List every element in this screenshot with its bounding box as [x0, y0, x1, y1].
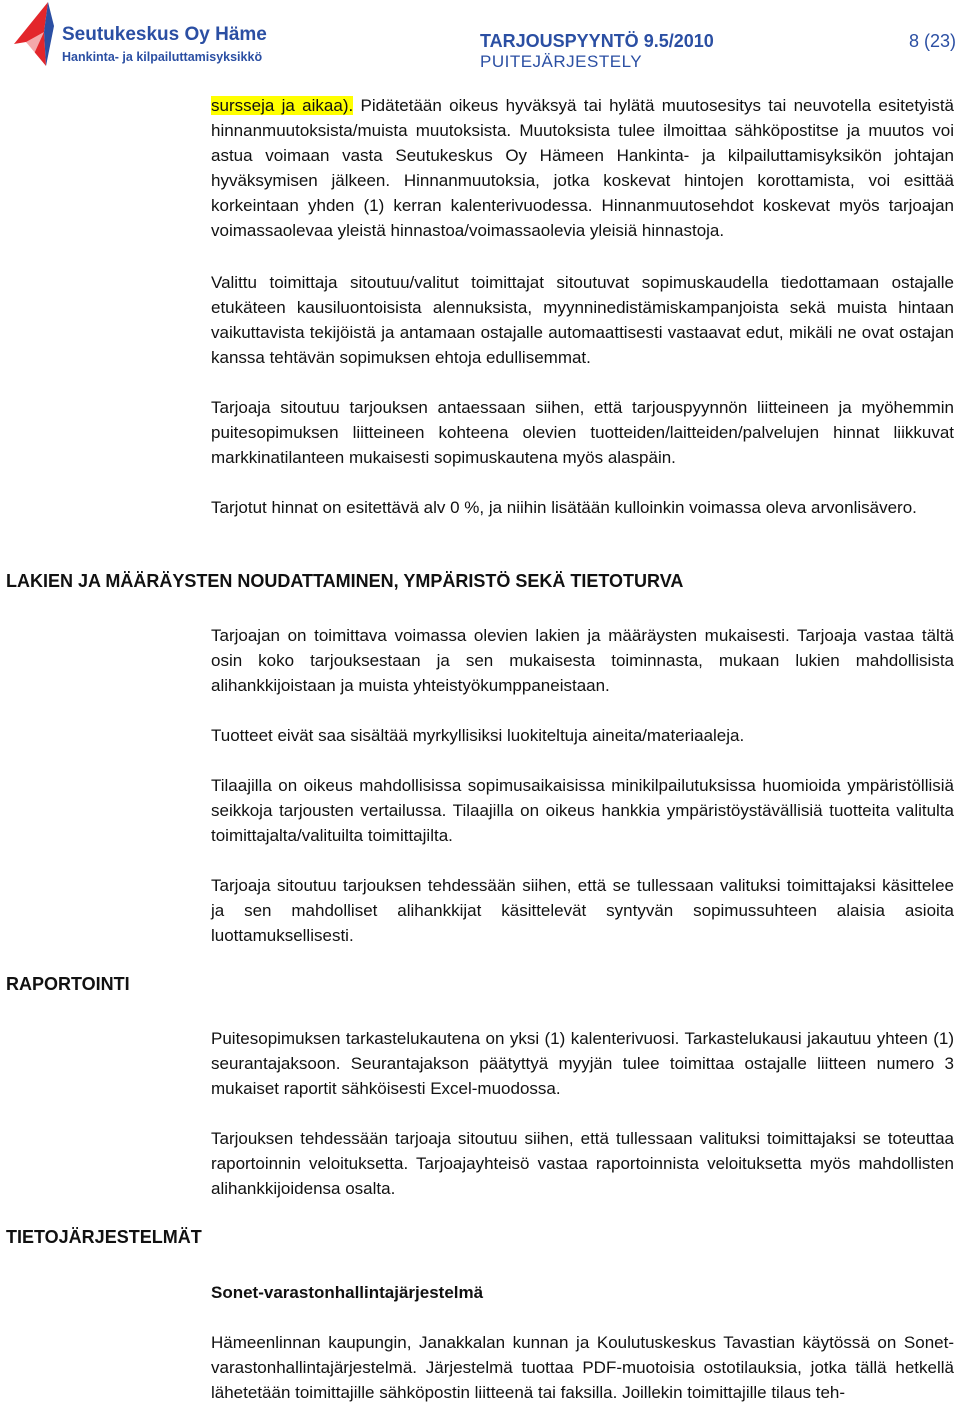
paragraph-text: Pidätetään oikeus hyväksyä tai hylätä muutosesitys tai neuvotella esitetyistä hinnanmuutoksista/muista muutoksista. Muutoksista tulee ilmoittaa sähköpostitse ja muutos voi astua voimaan vasta Seutukeskus Oy Hämeen Hankinta- ja kilpailuttamisyksikön johtajan hyväksymisen jälkeen. Hinnanmuutoksia, jotka koskevat hintojen korottamista, voi esittää korkeintaan yhden (1) kerran kalenterivuodessa. Hinnanmuutosehdot koskevat myös tarjoajan voimassaolevaa yleistä hinnastoa/voimassaolevia yleisiä hinnastoja. [211, 96, 954, 240]
bird-logo-icon [14, 2, 62, 66]
paragraph-text: Tarjouksen tehdessään tarjoaja sitoutuu siihen, että tullessaan valituksi toimittajaksi se toteuttaa raportoinnin veloituksetta. Tarjoajayhteisö vastaa raportoinnista veloituksetta myös mahdollisten alihankkijoidensa osalta. [211, 1129, 954, 1198]
laws-paragraph-4 [211, 873, 954, 948]
systems-paragraph-1 [211, 1330, 954, 1405]
paragraph-text: Tarjoaja sitoutuu tarjouksen tehdessään siihen, että se tullessaan valituksi toimittajaksi käsittelee ja sen mahdolliset alihankkijat käsittelevät syntyvän sopimussuhteen alaisia asioita luottamuksellisesti. [211, 876, 954, 945]
document-title: TARJOUSPYYNTÖ 9.5/2010 [480, 31, 714, 51]
reporting-paragraph-1 [211, 1026, 954, 1101]
paragraph-text: Tuotteet eivät saa sisältää myrkyllisiksi luokiteltuja aineita/materiaaleja. [211, 726, 745, 745]
paragraph-text: Hämeenlinnan kaupungin, Janakkalan kunnan ja Koulutuskeskus Tavastian käytössä on Sonet-varastonhallintajärjestelmä. Järjestelmä tuottaa PDF-muotoisia ostotilauksia, jotka tällä hetkellä lähetetään toimittajille sähköpostin liitteenä tai faksilla. Joillekin toimittajille tilaus teh- [211, 1333, 954, 1402]
paragraph-text: Puitesopimuksen tarkastelukautena on yksi (1) kalenterivuosi. Tarkastelukausi jakautuu yhteen (1) seurantajaksoon. Seurantajakson päätyttyä myyjän tulee toimittaa ostajalle liitteen numero 3 mukaiset raportit sähköisesti Excel-muodossa. [211, 1029, 954, 1098]
page-number: 8 (23) [908, 31, 956, 51]
paragraph-text: Tarjoaja sitoutuu tarjouksen antaessaan siihen, että tarjouspyynnön liitteineen ja myöhemmin puitesopimuksen liitteineen kohteena olevien tuotteiden/laitteiden/palvelujen hinnat liikkuvat markkinatilanteen mukaisesti sopimuskautena myös alaspäin. [211, 398, 954, 467]
paragraph-text: Tarjoajan on toimittava voimassa olevien lakien ja määräysten mukaisesti. Tarjoaja vastaa tältä osin koko tarjouksestaan ja sen mukaisesta toiminnasta, mukaan lukien mahdollisista alihankkijoistaan ja muista yhteistyökumppaneistaan. [211, 626, 954, 695]
organization-name: Seutukeskus Oy Häme [62, 24, 267, 45]
paragraph-text: Tilaajilla on oikeus mahdollisissa sopimusaikaisissa minikilpailutuksissa huomioida ympäristöllisiä seikkoja tarjousten vertailussa. Tilaajilla on oikeus hankkia ympäristöystävällisiä tuotteita valitulta toimittajalta/valituilta toimittajilta. [211, 776, 954, 845]
vat-paragraph [211, 495, 954, 520]
supplier-notice-paragraph [211, 270, 954, 370]
paragraph-text: Valittu toimittaja sitoutuu/valitut toimittajat sitoutuvat sopimuskaudella tiedottamaan ostajalle etukäteen kausiluontoisista alennuksista, myynninedistämiskampanjoista sekä muista hintaan vaikuttavista tekijöistä ja antamaan ostajalle automaattisesti vastaavat edut, mikäli ne ovat ostajan kanssa tehtävän sopimuksen ehtoja edullisemmat. [211, 273, 954, 367]
section-heading-systems: TIETOJÄRJESTELMÄT [6, 1227, 202, 1247]
section-heading-laws: LAKIEN JA MÄÄRÄYSTEN NOUDATTAMINEN, YMPÄRISTÖ SEKÄ TIETOTURVA [6, 571, 684, 591]
price-commitment-paragraph [211, 395, 954, 470]
price-change-paragraph [211, 93, 954, 243]
laws-paragraph-1 [211, 623, 954, 698]
highlighted-text: sursseja ja aikaa). [211, 96, 354, 115]
paragraph-text: Tarjotut hinnat on esitettävä alv 0 %, ja niihin lisätään kulloinkin voimassa oleva arvonlisävero. [211, 498, 917, 517]
laws-paragraph-3 [211, 773, 954, 848]
laws-paragraph-2 [211, 723, 954, 748]
subheading-sonet: Sonet-varastonhallintajärjestelmä [211, 1283, 484, 1302]
reporting-paragraph-2 [211, 1126, 954, 1201]
page-header [0, 0, 960, 80]
section-heading-reporting: RAPORTOINTI [6, 974, 130, 994]
organization-unit: Hankinta- ja kilpailuttamisyksikkö [62, 50, 263, 64]
document-subtitle: PUITEJÄRJESTELY [480, 52, 643, 71]
